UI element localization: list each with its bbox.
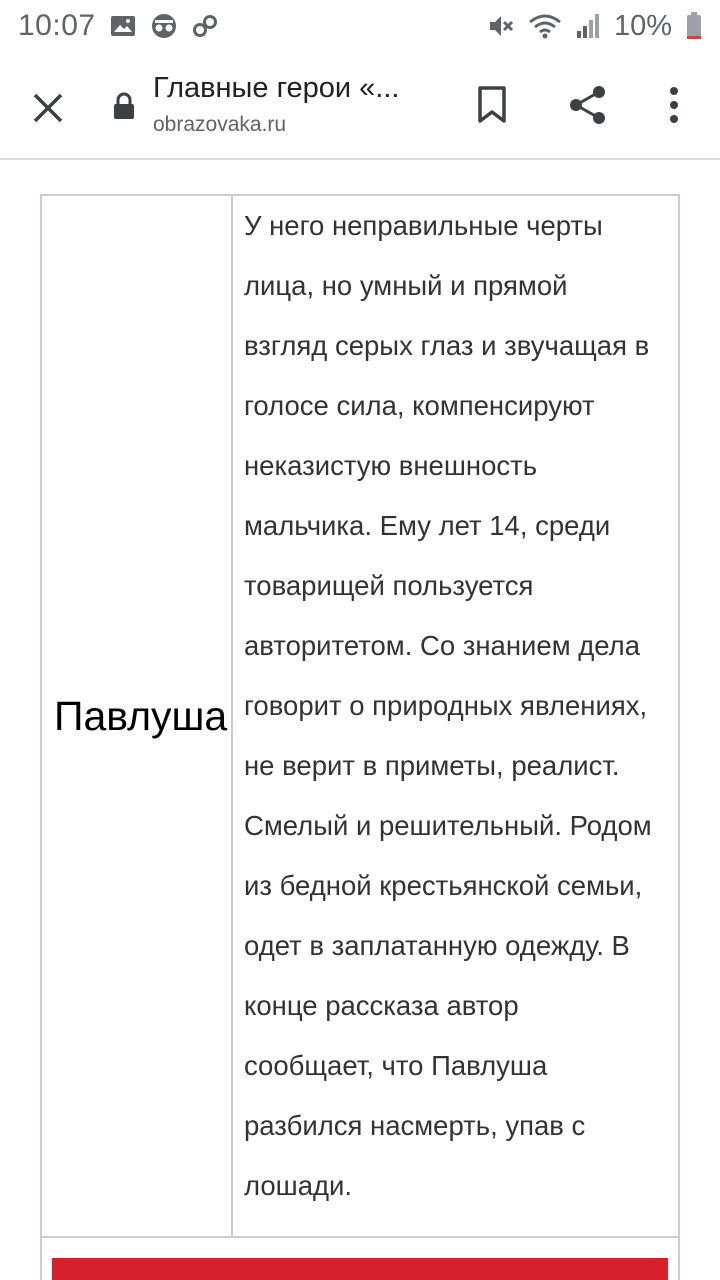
share-icon — [568, 84, 608, 126]
page-title: Главные герои «... — [153, 72, 400, 104]
share-button[interactable] — [564, 80, 612, 130]
mute-icon — [488, 13, 514, 39]
description-line: сообщает, что Павлуша — [244, 1050, 548, 1081]
status-bar — [0, 0, 720, 52]
description-line: неказистую внешность — [244, 450, 538, 481]
more-vert-icon — [669, 86, 679, 124]
description-line: У него неправильные черты — [244, 210, 603, 241]
description-line: разбился насмерть, упав с — [244, 1110, 586, 1141]
description-line: мальчика. Ему лет 14, среди — [244, 510, 611, 541]
ad-banner[interactable] — [52, 1258, 668, 1280]
link-icon — [192, 13, 218, 39]
character-description — [244, 196, 668, 1216]
custom-tab-toolbar — [0, 52, 720, 160]
description-line: взгляд серых глаз и звучащая в — [244, 330, 650, 361]
status-time: 10:07 — [18, 9, 96, 42]
description-line: из бедной крестьянской семьи, — [244, 870, 643, 901]
more-options-button[interactable] — [660, 80, 688, 130]
status-left — [18, 9, 218, 43]
image-icon — [110, 15, 136, 37]
incognito-icon — [150, 14, 178, 38]
close-button[interactable] — [22, 82, 74, 134]
signal-icon — [576, 13, 600, 39]
description-line: голосе сила, компенсируют — [244, 390, 595, 421]
description-line: конце рассказа автор — [244, 990, 519, 1021]
page-domain: obrazovaka.ru — [153, 113, 287, 136]
description-line: говорит о природных явлениях, — [244, 690, 648, 721]
table-cell-description — [235, 196, 678, 1236]
description-line: Смелый и решительный. Родом — [244, 810, 652, 841]
lock-icon[interactable] — [112, 92, 136, 120]
bookmark-button[interactable] — [472, 80, 512, 130]
description-line: товарищей пользуется — [244, 570, 534, 601]
status-right — [488, 10, 702, 43]
table-cell-name — [42, 196, 233, 1236]
close-icon — [32, 92, 64, 124]
description-line: лица, но умный и прямой — [244, 270, 568, 301]
description-line: лошади. — [244, 1170, 353, 1201]
title-block[interactable] — [153, 72, 443, 137]
page-content[interactable] — [0, 162, 720, 1280]
character-name: Павлуша — [54, 692, 228, 739]
description-line: авторитетом. Со знанием дела — [244, 630, 641, 661]
description-line: одет в заплатанную одежду. В — [244, 930, 630, 961]
battery-icon — [686, 12, 702, 40]
characters-table — [40, 194, 680, 1238]
bookmark-icon — [477, 86, 507, 124]
table-next-row — [40, 1238, 680, 1280]
wifi-icon — [528, 13, 562, 39]
description-line: не верит в приметы, реалист. — [244, 750, 620, 781]
battery-percent: 10% — [613, 9, 672, 42]
